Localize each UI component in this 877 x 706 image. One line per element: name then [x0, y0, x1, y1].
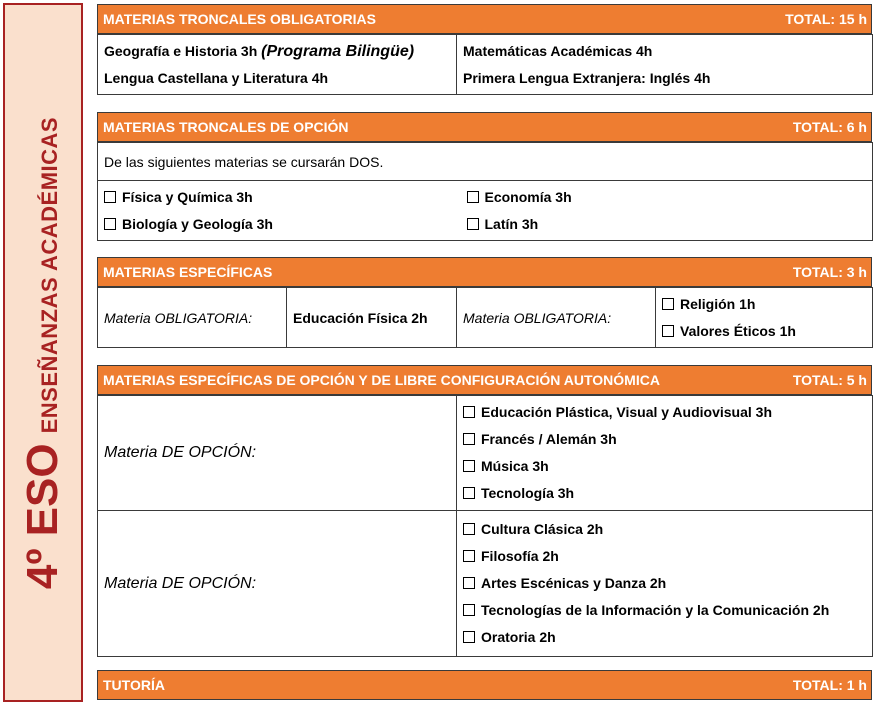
- checkbox-icon[interactable]: [463, 487, 475, 499]
- options-right: [457, 181, 873, 241]
- religion-options: [656, 288, 873, 348]
- subject-item: Matemáticas Académicas 4h: [463, 42, 653, 59]
- section-title: TUTORÍA: [103, 677, 165, 693]
- checkbox-option[interactable]: Oratoria 2h: [463, 624, 866, 651]
- checkbox-icon[interactable]: [662, 325, 674, 337]
- section-total: TOTAL: 6 h: [792, 119, 867, 135]
- checkbox-icon[interactable]: [104, 218, 116, 230]
- especificas-table: [97, 287, 873, 348]
- opcion-options: [457, 396, 873, 511]
- checkbox-icon[interactable]: [463, 604, 475, 616]
- checkbox-icon[interactable]: [463, 550, 475, 562]
- checkbox-icon[interactable]: [662, 298, 674, 310]
- intro-text: De las siguientes materias se cursarán DOS.: [98, 143, 873, 181]
- checkbox-option[interactable]: Economía 3h: [467, 184, 867, 211]
- checkbox-icon[interactable]: [463, 406, 475, 418]
- checkbox-option[interactable]: Tecnología 3h: [463, 480, 866, 507]
- subject-item: Primera Lengua Extranjera: Inglés 4h: [463, 69, 711, 86]
- checkbox-option[interactable]: Música 3h: [463, 453, 866, 480]
- opcion-options: [457, 511, 873, 657]
- checkbox-option[interactable]: Física y Química 3h: [104, 184, 451, 211]
- troncales-left-cell: [98, 35, 457, 95]
- opcion-label: Materia DE OPCIÓN:: [98, 511, 457, 657]
- section-total: TOTAL: 15 h: [785, 11, 867, 27]
- section-title: MATERIAS ESPECÍFICAS DE OPCIÓN Y DE LIBRE CONFIGURACIÓN AUTONÓMICA: [103, 372, 660, 388]
- checkbox-option[interactable]: Latín 3h: [467, 211, 867, 238]
- opcion-label: Materia DE OPCIÓN:: [98, 396, 457, 511]
- checkbox-icon[interactable]: [104, 191, 116, 203]
- track-label: ENSEÑANZAS ACADÉMICAS: [37, 116, 62, 433]
- subject-item: Geografía e Historia 3h (Programa Bilingüe): [104, 42, 415, 60]
- checkbox-option[interactable]: Valores Éticos 1h: [662, 318, 866, 345]
- obligatoria-label: Materia OBLIGATORIA:: [457, 288, 656, 348]
- course-label: 4º ESO: [18, 442, 67, 589]
- troncales-opcion-table: [97, 142, 873, 241]
- bilingual-note: (Programa Bilingüe): [261, 42, 415, 60]
- obligatoria-value: Educación Física 2h: [287, 288, 457, 348]
- especificas-header: [97, 257, 872, 287]
- checkbox-icon[interactable]: [463, 577, 475, 589]
- checkbox-option[interactable]: Religión 1h: [662, 291, 866, 318]
- checkbox-option[interactable]: Biología y Geología 3h: [104, 211, 451, 238]
- sidebar-title: [18, 116, 68, 588]
- checkbox-option[interactable]: Filosofía 2h: [463, 543, 866, 570]
- troncales-right-cell: [457, 35, 873, 95]
- subject-item: Lengua Castellana y Literatura 4h: [104, 69, 329, 86]
- checkbox-option[interactable]: Tecnologías de la Información y la Comunicación 2h: [463, 597, 866, 624]
- troncales-obligatorias-table: [97, 34, 873, 95]
- obligatoria-label: Materia OBLIGATORIA:: [98, 288, 287, 348]
- tutoria-header: [97, 670, 872, 700]
- section-title: MATERIAS ESPECÍFICAS: [103, 264, 273, 280]
- checkbox-icon[interactable]: [463, 631, 475, 643]
- checkbox-option[interactable]: Francés / Alemán 3h: [463, 426, 866, 453]
- section-total: TOTAL: 3 h: [792, 264, 867, 280]
- checkbox-option[interactable]: Artes Escénicas y Danza 2h: [463, 570, 866, 597]
- section-title: MATERIAS TRONCALES DE OPCIÓN: [103, 119, 349, 135]
- especificas-opcion-header: [97, 365, 872, 395]
- checkbox-icon[interactable]: [463, 460, 475, 472]
- checkbox-icon[interactable]: [463, 433, 475, 445]
- checkbox-icon[interactable]: [467, 191, 479, 203]
- sidebar-banner: [3, 3, 83, 702]
- checkbox-option[interactable]: Educación Plástica, Visual y Audiovisual 3h: [463, 399, 866, 426]
- section-total: TOTAL: 1 h: [792, 677, 867, 693]
- troncales-opcion-header: [97, 112, 872, 142]
- options-left: [98, 181, 457, 241]
- checkbox-icon[interactable]: [463, 523, 475, 535]
- troncales-obligatorias-header: [97, 4, 872, 34]
- checkbox-icon[interactable]: [467, 218, 479, 230]
- especificas-opcion-table: [97, 395, 873, 657]
- section-total: TOTAL: 5 h: [792, 372, 867, 388]
- checkbox-option[interactable]: Cultura Clásica 2h: [463, 516, 866, 543]
- section-title: MATERIAS TRONCALES OBLIGATORIAS: [103, 11, 376, 27]
